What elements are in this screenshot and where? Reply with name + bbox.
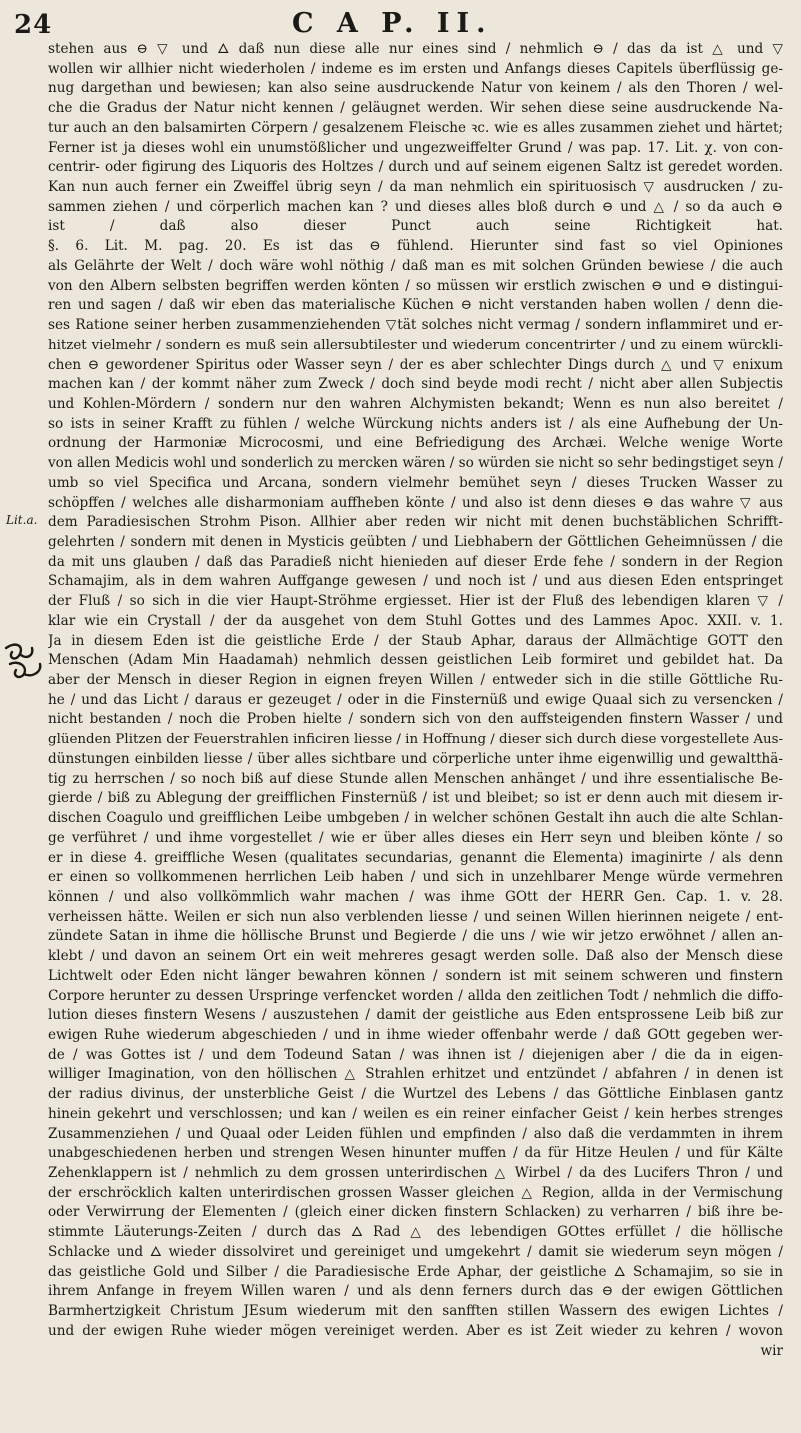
text-line: hinein gekehrt und verschlossen; und kan / weilen es ein reiner einfacher Geist / kein herbes strenges — [48, 1105, 783, 1122]
text-line: nicht bestanden / noch die Proben hielte / sondern sich von den auffsteigenden finstern Wasser / und — [48, 711, 783, 728]
text-line: Schamajim, als in dem wahren Auffgange gewesen / und noch ist / und aus diesen Eden entspringet — [48, 573, 783, 590]
text-line: ewigen Ruhe wiederum abgeschieden / und in ihme wieder offenbahr werde / daß GOtt gegeben wer- — [48, 1027, 783, 1043]
text-line: unabgeschiedenen herben und strengen Wesen hinunter muffen / da für Hitze Heulen / und für Kälte — [48, 1145, 783, 1162]
text-line: er in diese 4. greiffliche Wesen (qualitates secundarias, genannt die Elementa) imaginirte / als denn — [48, 849, 783, 866]
text-line: sammen ziehen / und cörperlich machen kan ? und dieses alles bloß durch ⊖ und △ / so da auch ⊖ — [48, 198, 783, 215]
text-line: verheissen hätte. Weilen er sich nun also verblenden liesse / und seinen Willen hierinnen neigete / ent- — [48, 908, 783, 925]
text-line: das geistliche Gold und Silber / die Paradiesische Erde Aphar, der geistliche 🜂 Schamajim, so sie in — [48, 1263, 783, 1280]
text-line: ren und sagen / daß wir eben das materialische Küchen ⊖ nicht verstanden haben wollen / denn die- — [48, 297, 783, 314]
margin-note-lit: Lit.a. — [6, 513, 38, 527]
text-line: Corpore herunter zu dessen Urspringe verfencket worden / allda den zeitlichen Todt / nehmlich die diffo- — [48, 987, 783, 1004]
text-line: klebt / und davon an seinem Ort ein weit mehreres gesagt werden solle. Daß also der Mensch diese — [48, 948, 783, 965]
margin-ornament-icon — [2, 640, 46, 680]
text-line: dünstungen einbilden liesse / über alles sichtbare und cörperliche unter ihme eigenwillig und gewaltthä- — [48, 750, 783, 767]
text-line: nug dargethan und bewiesen; kan also seine ausdruckende Natur von keinem / als den Thoren / wel- — [48, 80, 783, 97]
text-line: stehen aus ⊖ ▽ und 🜂 daß nun diese alle nur eines sind / nehmlich ⊖ / das da ist △ und ▽ — [48, 41, 783, 57]
text-line: und der ewigen Ruhe wieder mögen vereiniget werden. Aber es ist Zeit wieder zu kehren / wovon — [48, 1322, 783, 1339]
text-line: dem Paradiesischen Strohm Pison. Allhier aber reden wir nicht mit denen buchstäblichen Schrifft- — [48, 514, 783, 531]
text-line: Ferner ist ja dieses wohl ein unumstößlicher und ungezweiffelter Grund / was pap. 17. Lit. χ. von con- — [48, 139, 783, 156]
text-line: Menschen (Adam Min Haadamah) nehmlich dessen geistlichen Leib formiret und gebildet hat. Da — [48, 652, 783, 669]
text-line: de / was Gottes ist / und dem Todeund Satan / was ihnen ist / diejenigen aber / die da in eigen- — [48, 1046, 783, 1063]
text-line: klar wie ein Crystall / der da ausgehet von dem Stuhl Gottes und des Lammes Apoc. XXII. v. 1. — [48, 612, 783, 629]
text-line: wollen wir allhier nicht wiederholen / indeme es im ersten und Anfangs dieses Capitels überflüssig ge- — [48, 60, 783, 77]
text-line: chen ⊖ gewordener Spiritus oder Wasser seyn / der es aber schlechter Dings durch △ und ▽ enixum — [48, 356, 783, 373]
text-line: Schlacke und 🜂 wieder dissolviret und gereiniget und umgekehrt / damit sie wiederum seyn mögen / — [48, 1243, 783, 1260]
text-line: stimmte Läuterungs-Zeiten / durch das 🜂 Rad △ des lebendigen GOttes erfüllet / die höllische — [48, 1224, 783, 1241]
text-line: ihrem Anfange in freyem Willen waren / und als denn ferners durch das ⊖ der ewigen Göttlichen — [48, 1283, 783, 1300]
text-line: Zehenklappern ist / nehmlich zu dem grossen unterirdischen △ Wirbel / da des Lucifers Thron / und — [48, 1165, 783, 1182]
text-line: gelehrten / sondern mit denen in Mysticis geübten / und Liebhabern der Göttlichen Geheimnüssen / die — [48, 534, 783, 550]
text-line: so ists in seiner Krafft zu fühlen / welche Würckung nichts anders ist / als eine Aufhebung der Un- — [48, 415, 783, 432]
text-line: Kan nun auch ferner ein Zweiffel übrig seyn / da man nehmlich ein spirituosisch ▽ ausdrucken / zu- — [48, 179, 783, 196]
page-number: 24 — [14, 10, 53, 40]
text-line: als Gelährte der Welt / doch wäre wohl nöthig / daß man es mit solchen Gründen bewiese / die auch — [48, 257, 783, 274]
text-line: der Fluß / so sich in die vier Haupt-Ströhme ergiesset. Hier ist der Fluß des lebendigen klaren ▽ / — [48, 593, 783, 610]
text-line: der radius divinus, der unsterbliche Geist / die Wurtzel des Lebens / das Göttliche Einblasen gantz — [48, 1086, 783, 1103]
text-line: ses Ratione seiner herben zusammenziehenden ▽tät solches nicht vermag / sondern inflammiret und er- — [48, 317, 783, 334]
text-line: machen kan / der kommt näher zum Zweck / doch sind beyde modi recht / nicht aber allen Subjectis — [48, 376, 783, 393]
text-line: schöpffen / welches alle disharmoniam auffheben könte / und also ist denn dieses ⊖ das wahre ▽ aus — [48, 494, 783, 511]
text-line: er einen so vollkommenen herrlichen Leib haben / und sich in unzehlbarer Menge würde vermehren — [48, 869, 783, 886]
text-line: che die Gradus der Natur nicht kennen / geläugnet werden. Wir sehen diese seine ausdruckende Na- — [48, 100, 783, 117]
text-line: tur auch an den balsamirten Cörpern / gesalzenem Fleische ꝛc. wie es alles zusammen ziehet und härtet; — [48, 119, 783, 136]
text-line: glüenden Plitzen der Feuerstrahlen inficiren liesse / in Hoffnung / dieser sich durch diese vorgestellete Aus- — [48, 732, 783, 748]
text-line: Ja in diesem Eden ist die geistliche Erde / der Staub Aphar, daraus der Allmächtige GOTT den — [48, 632, 783, 649]
text-line: von den Albern selbsten begriffen werden könten / so müssen wir erstlich zwischen ⊖ und ⊖ distingui- — [48, 277, 783, 294]
text-line: centrir- oder figirung des Liquoris des Holtzes / durch und auf seinem eigenen Saltz ist geredet worden. — [48, 159, 783, 176]
text-line: oder Verwirrung der Elementen / (gleich einer dicken finstern Schlacken) zu verharren / biß ihre be- — [48, 1204, 783, 1221]
body-text — [48, 40, 783, 1425]
text-line: williger Imagination, von den höllischen △ Strahlen erhitzet und entzündet / abfahren / in denen ist — [48, 1066, 783, 1083]
text-line: Lichtwelt oder Eden nicht länger bewahren können / sondern ist mit seinem schweren und finstern — [48, 967, 783, 984]
running-head: C A P. II. — [292, 8, 493, 39]
text-line: ge verführet / und ihme vorgestellet / wie er über alles dieses ein Herr seyn und bleiben könte / so — [48, 829, 783, 846]
text-line: Zusammenziehen / und Quaal oder Leiden fühlen und empfinden / also daß die verdammten in ihrem — [48, 1125, 783, 1142]
text-line: ist / daß also dieser Punct auch seine Richtigkeit hat. — [48, 218, 783, 235]
text-line: und Kohlen-Mördern / sondern nur den wahren Alchymisten bekandt; Wenn es nun also bereitet / — [48, 395, 783, 412]
text-line: der erschröcklich kalten unterirdischen grossen Wasser gleichen △ Region, allda in der Vermischung — [48, 1184, 783, 1201]
text-line: umb so viel Specifica und Arcana, sondern vielmehr bemühet seyn / dieses Trucken Wasser zu — [48, 474, 783, 491]
catchword: wir — [760, 1342, 783, 1359]
text-line: aber der Mensch in dieser Region in eignen freyen Willen / entweder sich in die stille Göttliche Ru- — [48, 672, 783, 689]
text-line: §. 6. Lit. M. pag. 20. Es ist das ⊖ fühlend. Hierunter sind fast so viel Opiniones — [48, 238, 783, 255]
text-line: hitzet vielmehr / sondern es muß sein allersubtilester und wiederum concentrirter / und zu einem würckli- — [48, 337, 783, 353]
text-line: zündete Satan in ihme die höllische Brunst und Begierde / die uns / wie wir jetzo erwöhnet / allen an- — [48, 928, 783, 945]
text-line: dischen Coagulo und greifflichen Leibe umbgeben / in welcher schönen Gestalt ihn auch die alte Schlan- — [48, 810, 783, 827]
text-line: lution dieses finstern Wesens / auszustehen / damit der geistliche aus Eden entsprossene Leib biß zur — [48, 1007, 783, 1024]
text-line: ordnung der Harmoniæ Microcosmi, und eine Befriedigung des Archæi. Welche wenige Worte — [48, 435, 783, 452]
text-line: tig zu herrschen / so noch biß auf diese Stunde allen Menschen anhänget / und ihre essentialische Be- — [48, 770, 783, 787]
text-line: Barmhertzigkeit Christum JEsum wiederum mit den sanfften stillen Wassern des ewigen Lichtes / — [48, 1303, 783, 1320]
text-line: von allen Medicis wohl und sonderlich zu mercken wären / so würden sie nicht so sehr bedingstiget seyn / — [48, 455, 783, 472]
text-line: he / und das Licht / daraus er gezeuget / oder in die Finsternüß und ewige Quaal sich zu versencken / — [48, 691, 783, 708]
text-line: da mit uns glauben / daß das Paradieß nicht hienieden auf dieser Erde fehe / sondern in der Region — [48, 553, 783, 570]
text-line: können / und also vollkömmlich wahr machen / was ihme GOtt der HERR Gen. Cap. 1. v. 28. — [48, 888, 783, 905]
text-line: gierde / biß zu Ablegung der greifflichen Finsternüß / ist und bleibet; so ist er denn auch mit diesem ir- — [48, 790, 783, 807]
